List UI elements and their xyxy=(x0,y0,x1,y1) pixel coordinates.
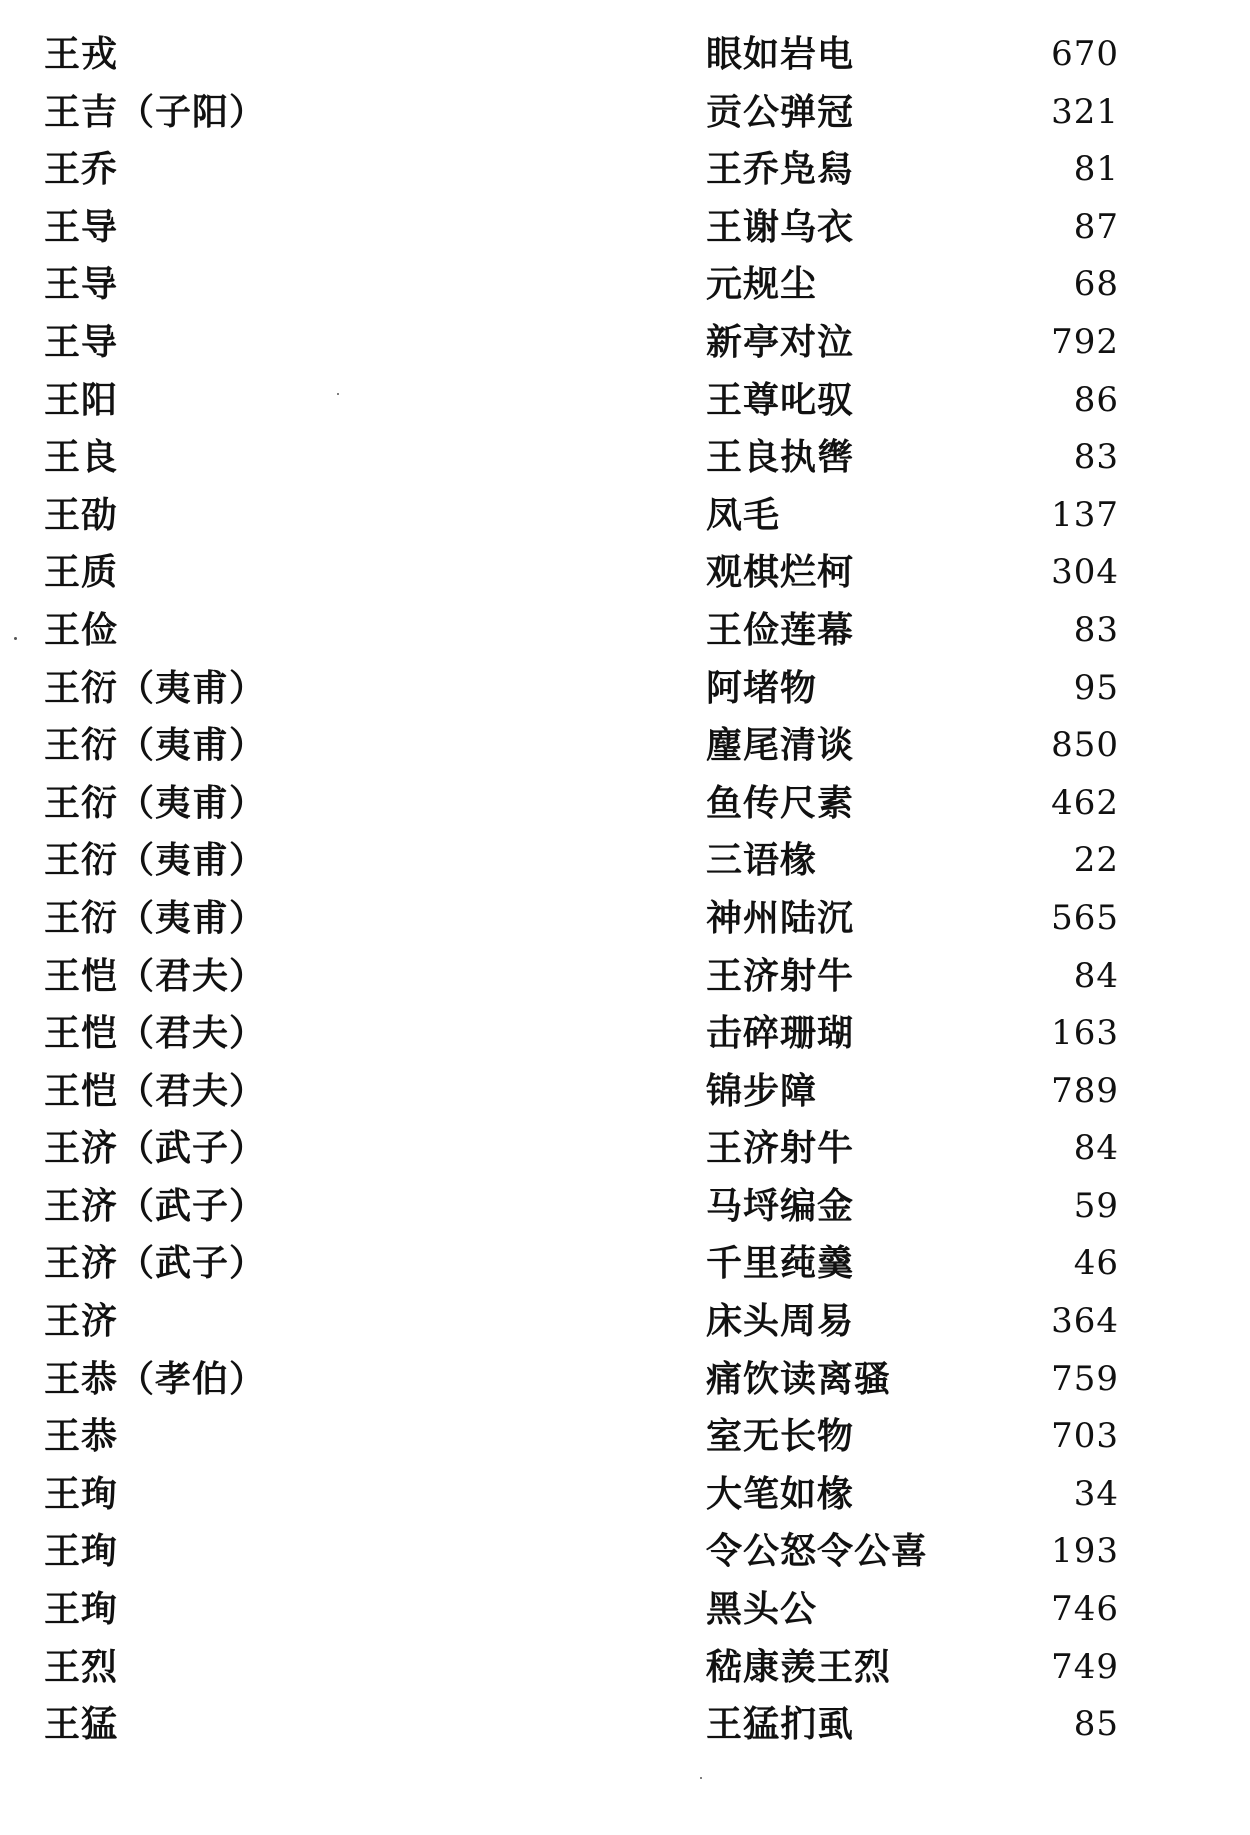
index-row xyxy=(0,84,1250,142)
person-name: 王恺（君夫） xyxy=(44,1012,267,1055)
person-name: 王济（武子） xyxy=(44,1242,267,1285)
person-name: 王恭 xyxy=(44,1415,119,1458)
index-row xyxy=(0,717,1250,775)
index-row xyxy=(0,429,1250,487)
allusion-title: 阿堵物 xyxy=(706,666,818,709)
person-name: 王导 xyxy=(44,263,119,306)
allusion-title: 王良执辔 xyxy=(706,436,855,479)
page-number: 95 xyxy=(1073,667,1119,708)
person-name: 王珣 xyxy=(44,1530,119,1573)
scan-speck xyxy=(337,393,339,395)
page-number: 746 xyxy=(1051,1589,1119,1630)
page-number: 87 xyxy=(1073,206,1119,247)
person-name: 王戎 xyxy=(44,33,119,75)
index-row xyxy=(0,775,1250,833)
allusion-title: 观棋烂柯 xyxy=(706,551,855,594)
allusion-title: 眼如岩电 xyxy=(706,33,855,75)
allusion-title: 痛饮读离骚 xyxy=(706,1357,892,1400)
page-number: 759 xyxy=(1051,1358,1119,1399)
page-number: 565 xyxy=(1051,897,1119,938)
allusion-title: 王济射牛 xyxy=(706,1127,855,1170)
page-number: 59 xyxy=(1073,1185,1119,1226)
person-name: 王恺（君夫） xyxy=(44,1069,267,1112)
page-number: 85 xyxy=(1073,1704,1119,1745)
page-number: 84 xyxy=(1073,955,1119,996)
allusion-title: 神州陆沉 xyxy=(706,896,855,939)
allusion-title: 马埒编金 xyxy=(706,1184,855,1227)
allusion-title: 元规尘 xyxy=(706,263,818,306)
person-name: 王吉（子阳） xyxy=(44,90,267,133)
page-number: 304 xyxy=(1051,552,1119,593)
index-row xyxy=(0,1235,1250,1293)
allusion-title: 新亭对泣 xyxy=(706,320,855,363)
person-name: 王恺（君夫） xyxy=(44,954,267,997)
index-row xyxy=(0,1005,1250,1063)
person-name: 王衍（夷甫） xyxy=(44,666,267,709)
index-row xyxy=(0,256,1250,314)
allusion-title: 凤毛 xyxy=(706,493,781,536)
allusion-title: 鱼传尺素 xyxy=(706,781,855,824)
person-name: 王衍（夷甫） xyxy=(44,781,267,824)
index-row xyxy=(0,1120,1250,1178)
index-table xyxy=(0,26,1250,1754)
index-row xyxy=(0,1639,1250,1697)
page-number: 670 xyxy=(1051,34,1119,74)
scan-speck xyxy=(14,637,17,640)
index-row xyxy=(0,26,1250,84)
index-row xyxy=(0,314,1250,372)
person-name: 王导 xyxy=(44,320,119,363)
allusion-title: 床头周易 xyxy=(706,1300,855,1343)
index-row xyxy=(0,890,1250,948)
page-number: 792 xyxy=(1051,321,1119,362)
index-row xyxy=(0,1351,1250,1409)
allusion-title: 王俭莲幕 xyxy=(706,608,855,651)
allusion-title: 击碎珊瑚 xyxy=(706,1012,855,1055)
allusion-title: 三语椽 xyxy=(706,839,818,882)
allusion-title: 锦步障 xyxy=(706,1069,818,1112)
allusion-title: 王猛扪虱 xyxy=(706,1703,855,1746)
person-name: 王导 xyxy=(44,205,119,248)
person-name: 王猛 xyxy=(44,1703,119,1746)
page-number: 749 xyxy=(1051,1646,1119,1687)
allusion-title: 王尊叱驭 xyxy=(706,378,855,421)
allusion-title: 王济射牛 xyxy=(706,954,855,997)
allusion-title: 大笔如椽 xyxy=(706,1472,855,1515)
index-row xyxy=(0,1293,1250,1351)
person-name: 王衍（夷甫） xyxy=(44,724,267,767)
person-name: 王济（武子） xyxy=(44,1127,267,1170)
page-number: 364 xyxy=(1051,1301,1119,1342)
page-number: 83 xyxy=(1073,609,1119,650)
allusion-title: 千里莼羹 xyxy=(706,1242,855,1285)
person-name: 王良 xyxy=(44,436,119,479)
index-row xyxy=(0,660,1250,718)
page-number: 163 xyxy=(1051,1013,1119,1054)
person-name: 王济（武子） xyxy=(44,1184,267,1227)
person-name: 王济 xyxy=(44,1300,119,1343)
index-row xyxy=(0,487,1250,545)
allusion-title: 嵇康羡王烈 xyxy=(706,1645,892,1688)
page-number: 193 xyxy=(1051,1531,1119,1572)
page-number: 789 xyxy=(1051,1070,1119,1111)
allusion-title: 令公怒令公喜 xyxy=(706,1530,929,1573)
index-row xyxy=(0,1581,1250,1639)
person-name: 王质 xyxy=(44,551,119,594)
page-number: 703 xyxy=(1051,1416,1119,1457)
person-name: 王衍（夷甫） xyxy=(44,896,267,939)
index-row xyxy=(0,1063,1250,1121)
person-name: 王俭 xyxy=(44,608,119,651)
index-row xyxy=(0,1523,1250,1581)
person-name: 王乔 xyxy=(44,148,119,191)
index-row xyxy=(0,372,1250,430)
page-number: 321 xyxy=(1051,91,1119,132)
allusion-title: 王谢乌衣 xyxy=(706,205,855,248)
index-row xyxy=(0,1408,1250,1466)
allusion-title: 黑头公 xyxy=(706,1588,818,1631)
person-name: 王珣 xyxy=(44,1472,119,1515)
index-row xyxy=(0,544,1250,602)
page-number: 850 xyxy=(1051,725,1119,766)
person-name: 王阳 xyxy=(44,378,119,421)
allusion-title: 王乔凫舄 xyxy=(706,148,855,191)
page-number: 68 xyxy=(1073,264,1119,305)
person-name: 王珣 xyxy=(44,1588,119,1631)
allusion-title: 贡公弹冠 xyxy=(706,90,855,133)
person-name: 王衍（夷甫） xyxy=(44,839,267,882)
page-number: 22 xyxy=(1073,840,1119,881)
index-row xyxy=(0,602,1250,660)
index-row xyxy=(0,1466,1250,1524)
allusion-title: 室无长物 xyxy=(706,1415,855,1458)
page-number: 462 xyxy=(1051,782,1119,823)
page-number: 46 xyxy=(1073,1243,1119,1284)
page-number: 86 xyxy=(1073,379,1119,420)
person-name: 王恭（孝伯） xyxy=(44,1357,267,1400)
person-name: 王劭 xyxy=(44,493,119,536)
index-row xyxy=(0,1696,1250,1754)
index-row xyxy=(0,199,1250,257)
page-number: 137 xyxy=(1051,494,1119,535)
person-name: 王烈 xyxy=(44,1645,119,1688)
index-row xyxy=(0,832,1250,890)
allusion-title: 麈尾清谈 xyxy=(706,724,855,767)
scan-speck xyxy=(700,1777,702,1779)
index-row xyxy=(0,1178,1250,1236)
page-number: 84 xyxy=(1073,1128,1119,1169)
page-number: 81 xyxy=(1073,149,1119,190)
index-row xyxy=(0,141,1250,199)
page-number: 83 xyxy=(1073,437,1119,478)
page-number: 34 xyxy=(1073,1473,1119,1514)
index-row xyxy=(0,948,1250,1006)
